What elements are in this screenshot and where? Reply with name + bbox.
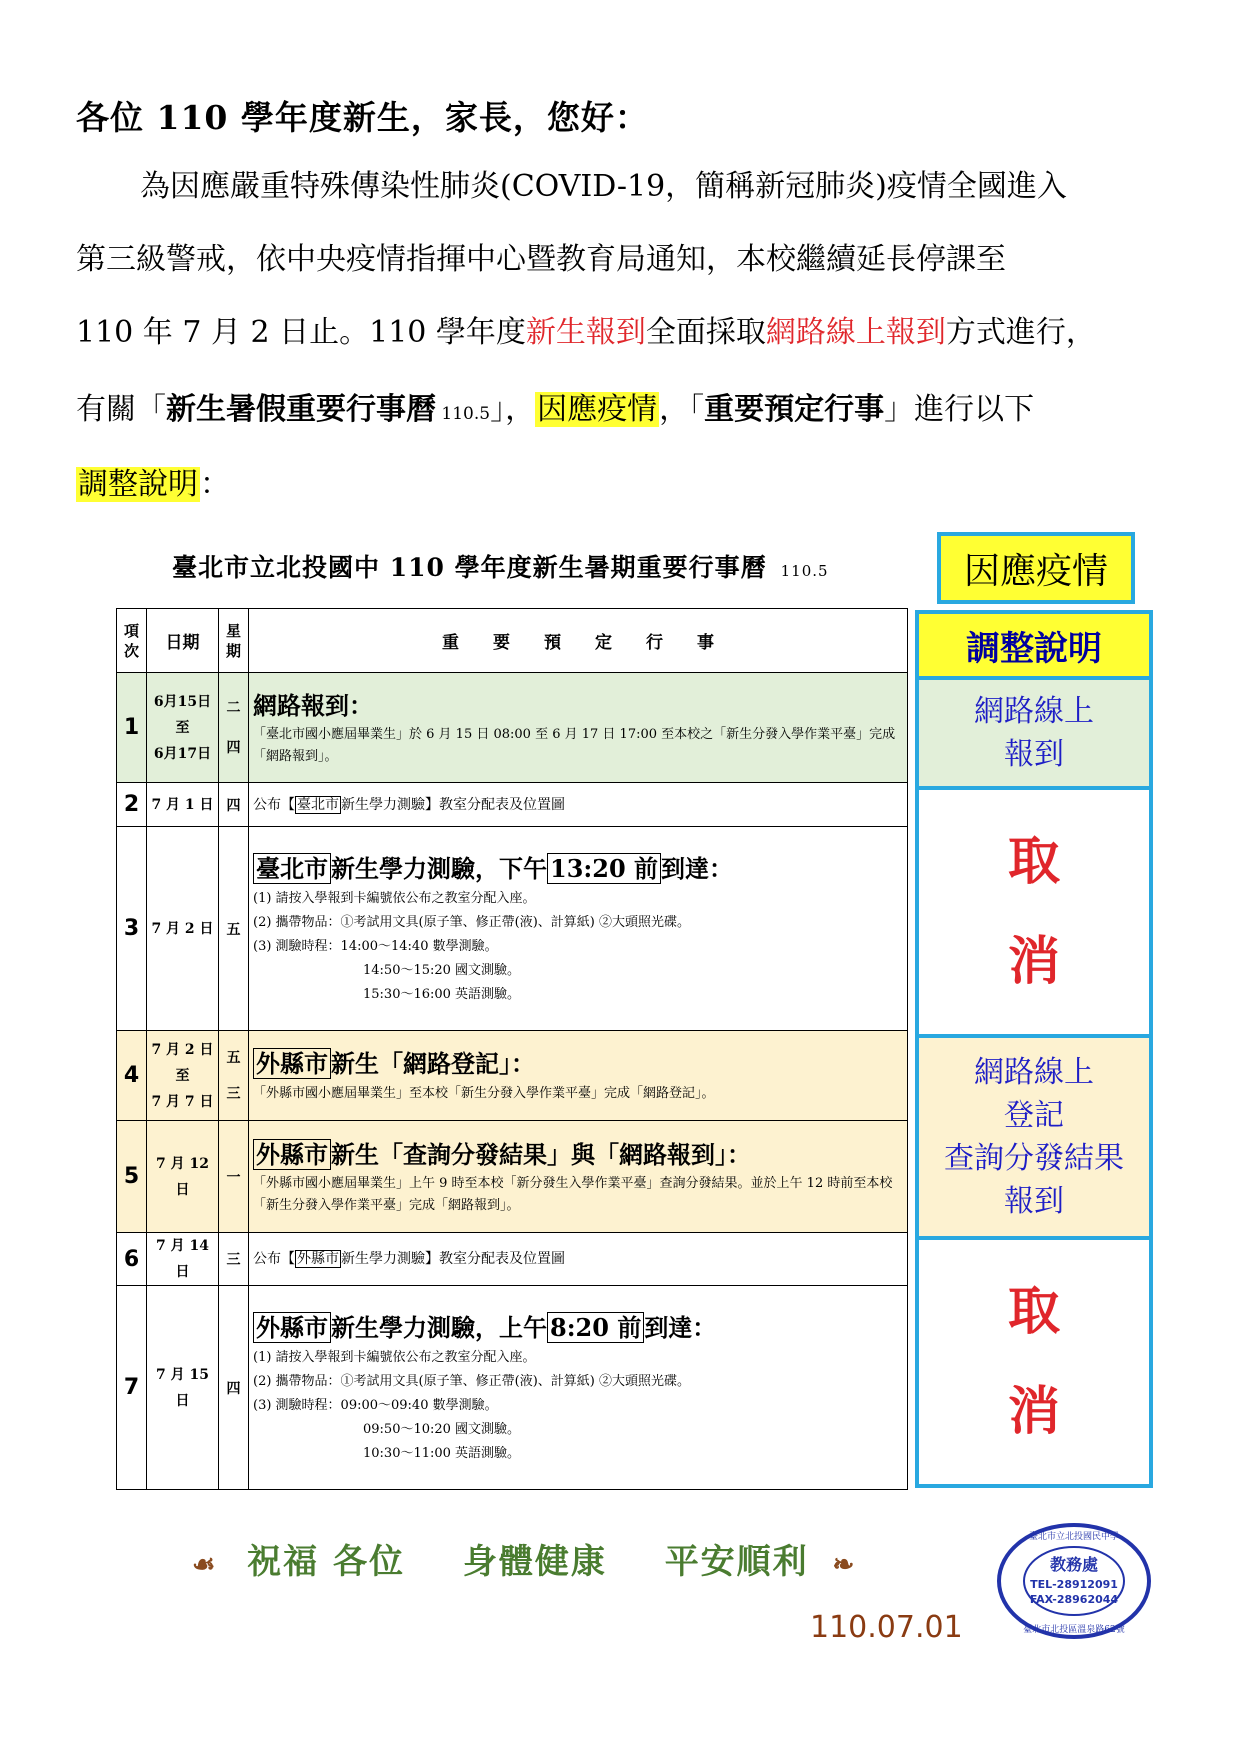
- footer-date: 110.07.01: [810, 1610, 963, 1645]
- row-event: 公布【 外縣市 新生學力測驗】教室分配表及位置圖: [249, 1233, 908, 1286]
- row-event: 公布【 臺北市 新生學力測驗】教室分配表及位置圖: [249, 783, 908, 827]
- intro-line-3: 110 年 7 月 2 日止。110 學年度新生報到全面採取網路線上報到方式進行，: [76, 315, 1096, 350]
- intro-line-5: 調整說明：: [78, 467, 230, 502]
- header-event: 重 要 預 定 行 事: [249, 609, 908, 673]
- table-row: [117, 783, 908, 827]
- header-date: 日期: [147, 609, 219, 673]
- right-ornament-icon: ❧: [832, 1550, 857, 1580]
- row-weekday: 四: [219, 1286, 249, 1490]
- seal-tel: TEL-28912091: [1030, 1578, 1118, 1591]
- adjustment-header: 調整說明: [919, 610, 1149, 676]
- row-num: 3: [117, 827, 147, 1031]
- school-seal-icon: [996, 1522, 1152, 1640]
- greeting-heading: 各位 110 學年度新生，家長，您好：: [76, 98, 649, 137]
- left-ornament-icon: ☙: [192, 1550, 218, 1580]
- table-row: [117, 1031, 908, 1121]
- row-event: 臺北市 新生學力測驗，下午 13:20 前 到達： (1) 請按入學報到卡編號依公布之教室分配入座。 (2) 攜帶物品：①考試用文具(原子筆、修正帶(液)、計算紙) ②大頭照光碟。 (3) 測驗時程：14:00～14:40 數學測驗。 14:50～15:20 國文測驗。 15:30～16:00 英語測驗。: [249, 827, 908, 1031]
- covid-label: 因應疫情: [937, 532, 1135, 604]
- adjustment-online-register: 網路線上 登記 查詢分發結果 報到: [919, 1034, 1149, 1236]
- table-row: [117, 1233, 908, 1286]
- seal-fax: FAX-28962044: [1029, 1593, 1119, 1606]
- row-weekday: 三: [219, 1233, 249, 1286]
- intro-line-4: 有關「新生暑假重要行事曆 110.5」，因應疫情，「重要預定行事」進行以下: [76, 392, 1035, 427]
- blessing: ☙ 祝福 各位 身體健康 平安順利 ❧: [192, 1542, 857, 1582]
- seal-address: 臺北市北投區溫泉路62號: [1023, 1625, 1125, 1635]
- table-row: [117, 673, 908, 783]
- row-weekday: 二 四: [219, 673, 249, 783]
- row-event: 外縣市 新生「查詢分發結果」與「網路報到」： 「外縣市國小應屆畢業生」上午 9 時至本校「新分發生入學作業平臺」查詢分發結果。並於上午 12 時前至本校「新生分發入學作業平臺」完成「網路報到」。: [249, 1121, 908, 1233]
- table-row: [117, 1121, 908, 1233]
- row-num: 7: [117, 1286, 147, 1490]
- table-row: [117, 1286, 908, 1490]
- row-event: 外縣市 新生學力測驗，上午 8:20 前 到達： (1) 請按入學報到卡編號依公布之教室分配入座。 (2) 攜帶物品：①考試用文具(原子筆、修正帶(液)、計算紙) ②大頭照光碟。 (3) 測驗時程：09:00～09:40 數學測驗。 09:50～10:20 國文測驗。 10:30～11:00 英語測驗。: [249, 1286, 908, 1490]
- row-weekday: 一: [219, 1121, 249, 1233]
- adjustment-online-report: 網路線上 報到: [919, 676, 1149, 786]
- header-item: 項次: [117, 609, 147, 673]
- intro-line-2: 第三級警戒，依中央疫情指揮中心暨教育局通知，本校繼續延長停課至: [76, 242, 1006, 277]
- row-num: 6: [117, 1233, 147, 1286]
- row-weekday: 五 三: [219, 1031, 249, 1121]
- adjustment-cancel-1: 取 消: [919, 786, 1149, 1034]
- row-num: 4: [117, 1031, 147, 1121]
- schedule-title: 臺北市立北投國中 110 學年度新生暑期重要行事曆 110.5: [172, 553, 829, 582]
- header-weekday: 星期: [219, 609, 249, 673]
- row-date: 6月15日 至 6月17日: [147, 673, 219, 783]
- row-weekday: 五: [219, 827, 249, 1031]
- row-date: 7 月 15 日: [147, 1286, 219, 1490]
- row-event: 外縣市 新生「網路登記」： 「外縣市國小應屆畢業生」至本校「新生分發入學作業平臺」完成「網路登記」。: [249, 1031, 908, 1121]
- table-row: [117, 827, 908, 1031]
- row-date: 7 月 14 日: [147, 1233, 219, 1286]
- adjustment-cancel-2: 取 消: [919, 1236, 1149, 1484]
- row-date: 7 月 2 日: [147, 827, 219, 1031]
- row-date: 7 月 2 日 至 7 月 7 日: [147, 1031, 219, 1121]
- row-num: 2: [117, 783, 147, 827]
- row-num: 5: [117, 1121, 147, 1233]
- row-weekday: 四: [219, 783, 249, 827]
- row-date: 7 月 1 日: [147, 783, 219, 827]
- schedule-table: [116, 608, 908, 1490]
- table-header-row: [117, 609, 908, 673]
- adjustment-column: [915, 610, 1153, 1488]
- row-date: 7 月 12 日: [147, 1121, 219, 1233]
- row-event: 網路報到： 「臺北市國小應屆畢業生」於 6 月 15 日 08:00 至 6 月 17 日 17:00 至本校之「新生分發入學作業平臺」完成「網路報到」。: [249, 673, 908, 783]
- seal-office: 教務處: [1049, 1555, 1099, 1574]
- seal-name: 臺北市立北投國民中學: [1028, 1532, 1120, 1542]
- intro-line-1: 為因應嚴重特殊傳染性肺炎(COVID-19，簡稱新冠肺炎)疫情全國進入: [140, 169, 1067, 204]
- row-num: 1: [117, 673, 147, 783]
